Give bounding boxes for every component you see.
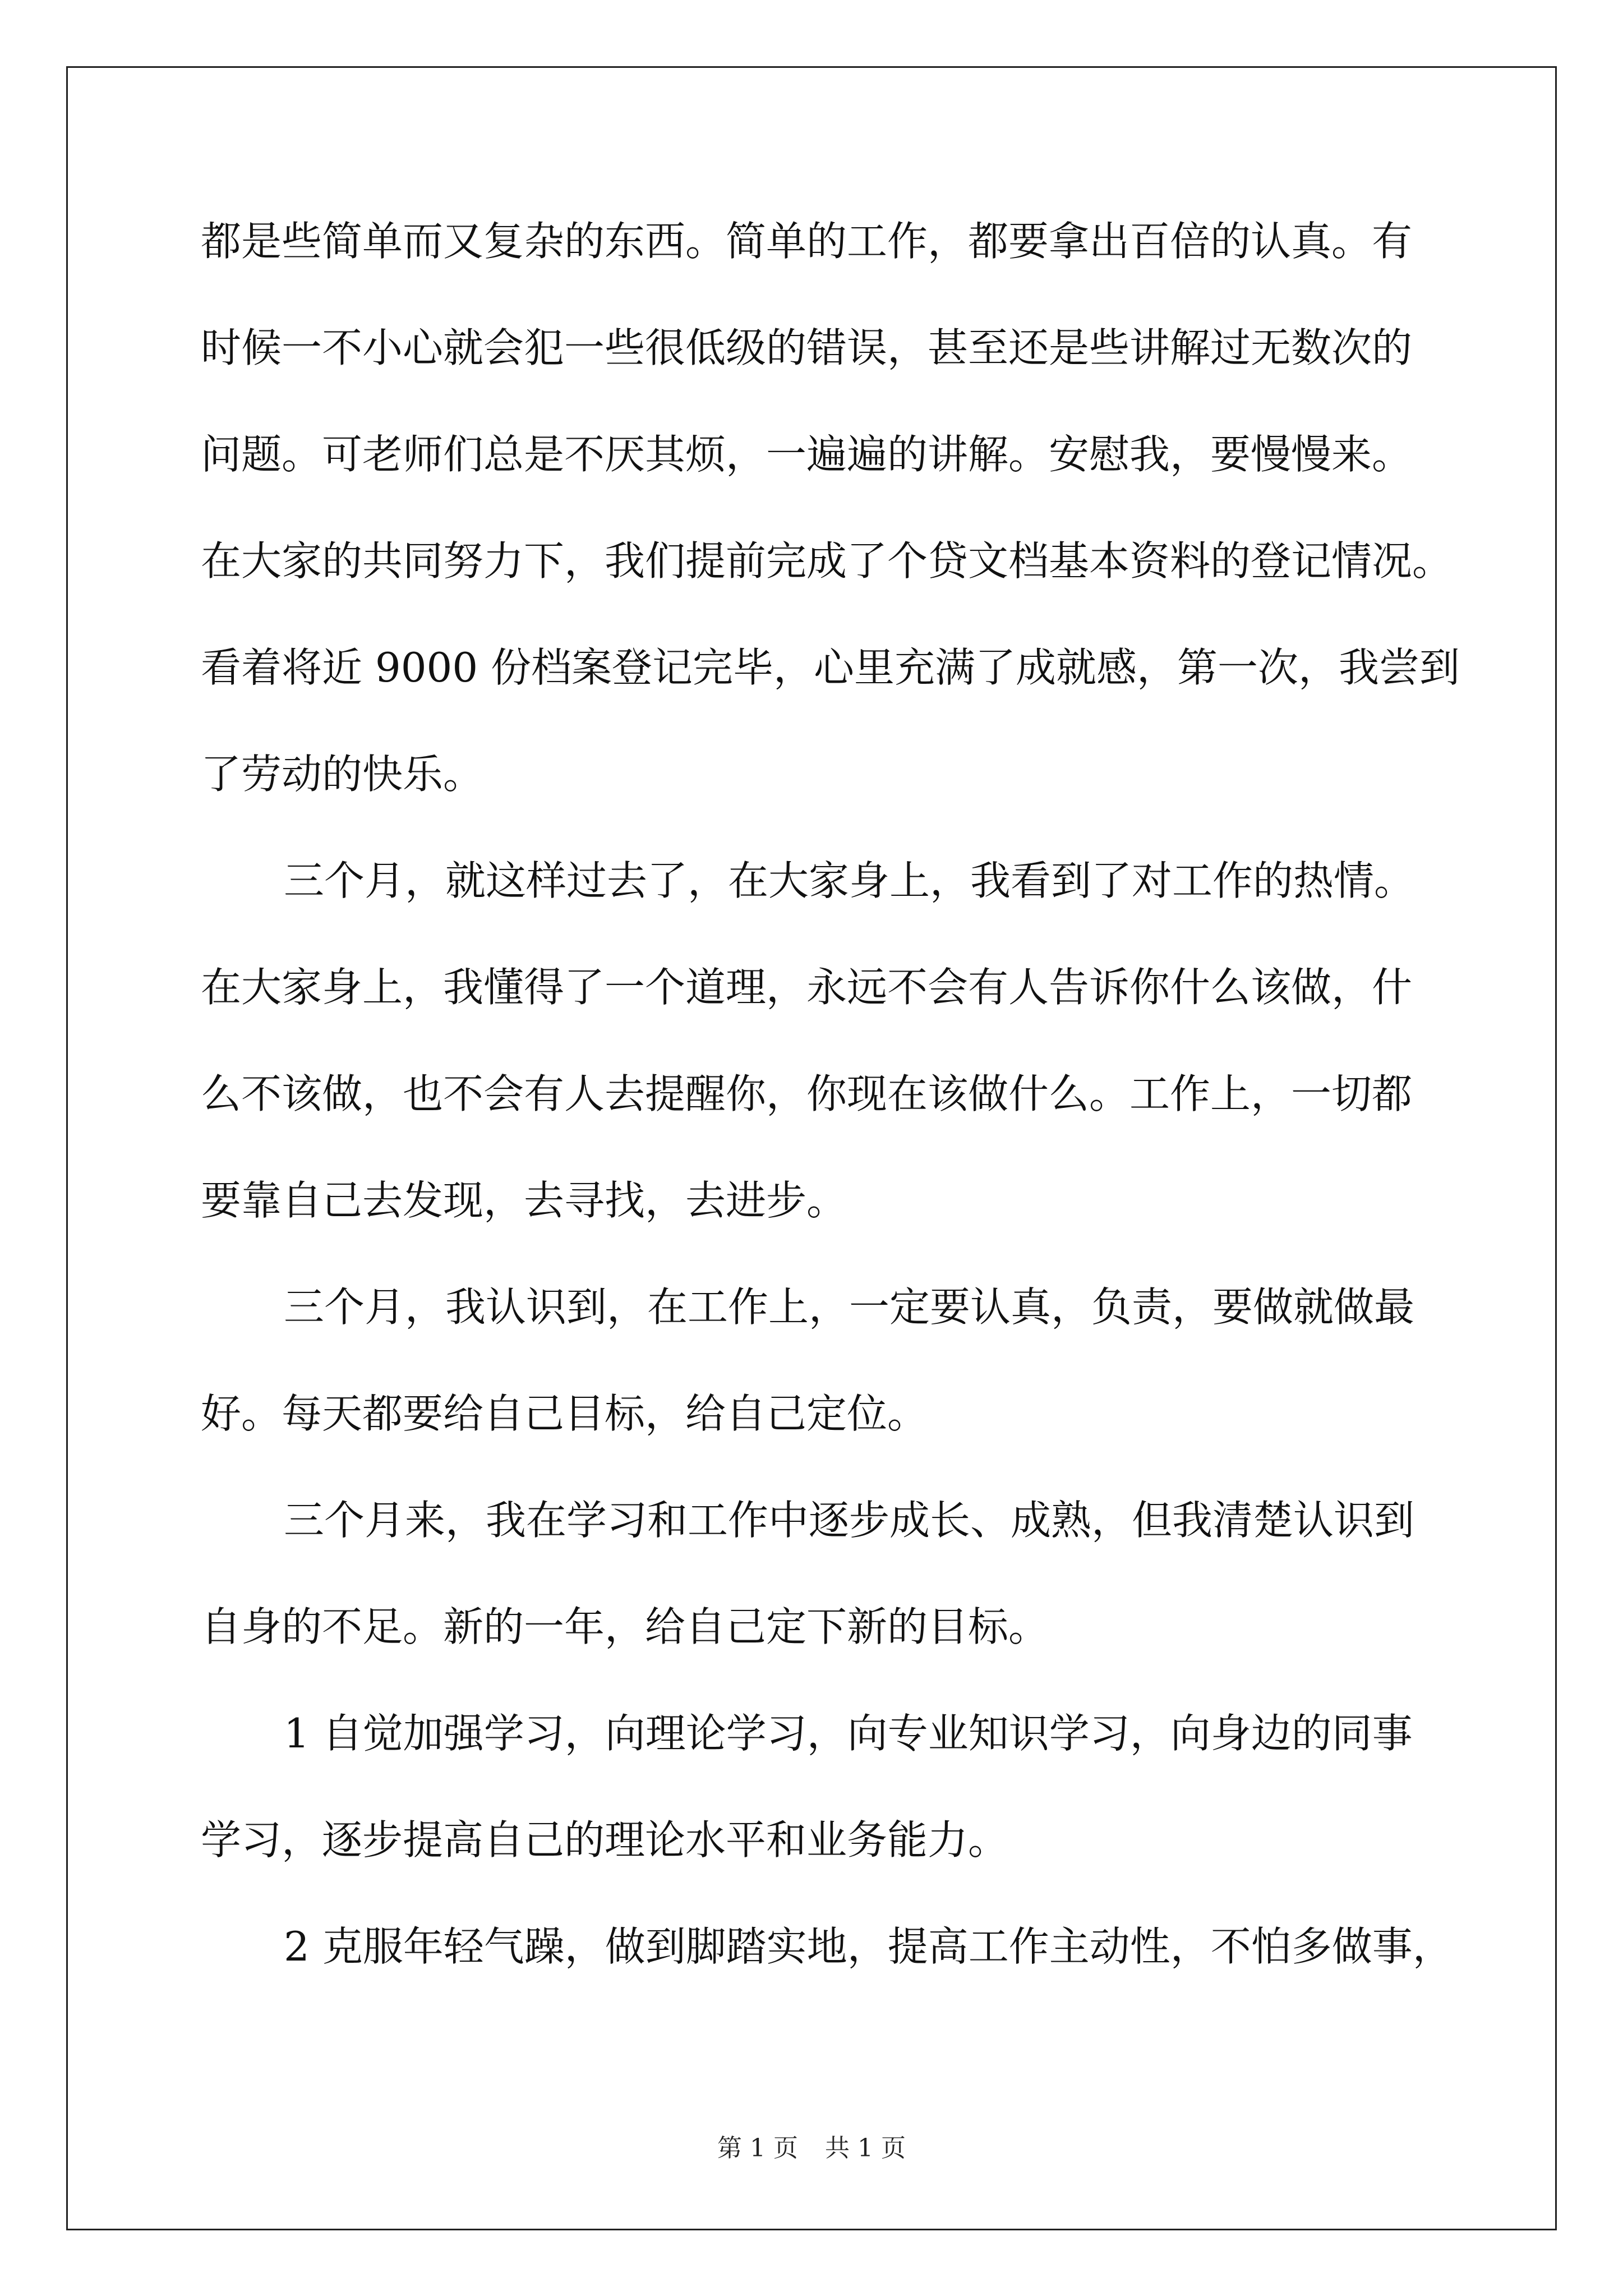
text-line: 三个月，就这样过去了，在大家身上，我看到了对工作的热情。 — [284, 857, 1415, 904]
text-line: 三个月来，我在学习和工作中逐步成长、成熟，但我清楚认识到 — [284, 1497, 1415, 1544]
text-line: 在大家身上，我懂得了一个道理，永远不会有人告诉你什么该做，什 — [201, 964, 1413, 1011]
text-line: 三个月，我认识到，在工作上，一定要认真，负责，要做就做最 — [284, 1283, 1415, 1331]
text-line: 自身的不足。新的一年，给自己定下新的目标。 — [201, 1603, 1049, 1650]
text-line: 1 自觉加强学习，向理论学习，向专业知识学习，向身边的同事 — [284, 1710, 1413, 1757]
text-line: 2 克服年轻气躁，做到脚踏实地，提高工作主动性，不怕多做事， — [284, 1923, 1453, 1970]
text-line: 么不该做，也不会有人去提醒你，你现在该做什么。工作上，一切都 — [201, 1070, 1413, 1117]
document-body — [201, 213, 1460, 2025]
text-line: 在大家的共同努力下，我们提前完成了个贷文档基本资料的登记情况。 — [201, 537, 1453, 585]
text-line: 问题。可老师们总是不厌其烦，一遍遍的讲解。安慰我，要慢慢来。 — [201, 431, 1413, 478]
text-line: 了劳动的快乐。 — [201, 751, 484, 798]
text-line: 都是些简单而又复杂的东西。简单的工作，都要拿出百倍的认真。有 — [201, 218, 1413, 265]
text-line: 时候一不小心就会犯一些很低级的错误，甚至还是些讲解过无数次的 — [201, 324, 1413, 371]
text-line: 好。每天都要给自己目标，给自己定位。 — [201, 1390, 928, 1437]
text-line: 看着将近 9000 份档案登记完毕，心里充满了成就感，第一次，我尝到 — [201, 644, 1460, 691]
page-number: 第 1 页 — [717, 2134, 798, 2162]
text-line: 学习，逐步提高自己的理论水平和业务能力。 — [201, 1816, 1009, 1864]
page-total: 共 1 页 — [825, 2134, 906, 2162]
page-footer — [0, 2132, 1623, 2165]
text-line: 要靠自己去发现，去寻找，去进步。 — [201, 1177, 847, 1224]
